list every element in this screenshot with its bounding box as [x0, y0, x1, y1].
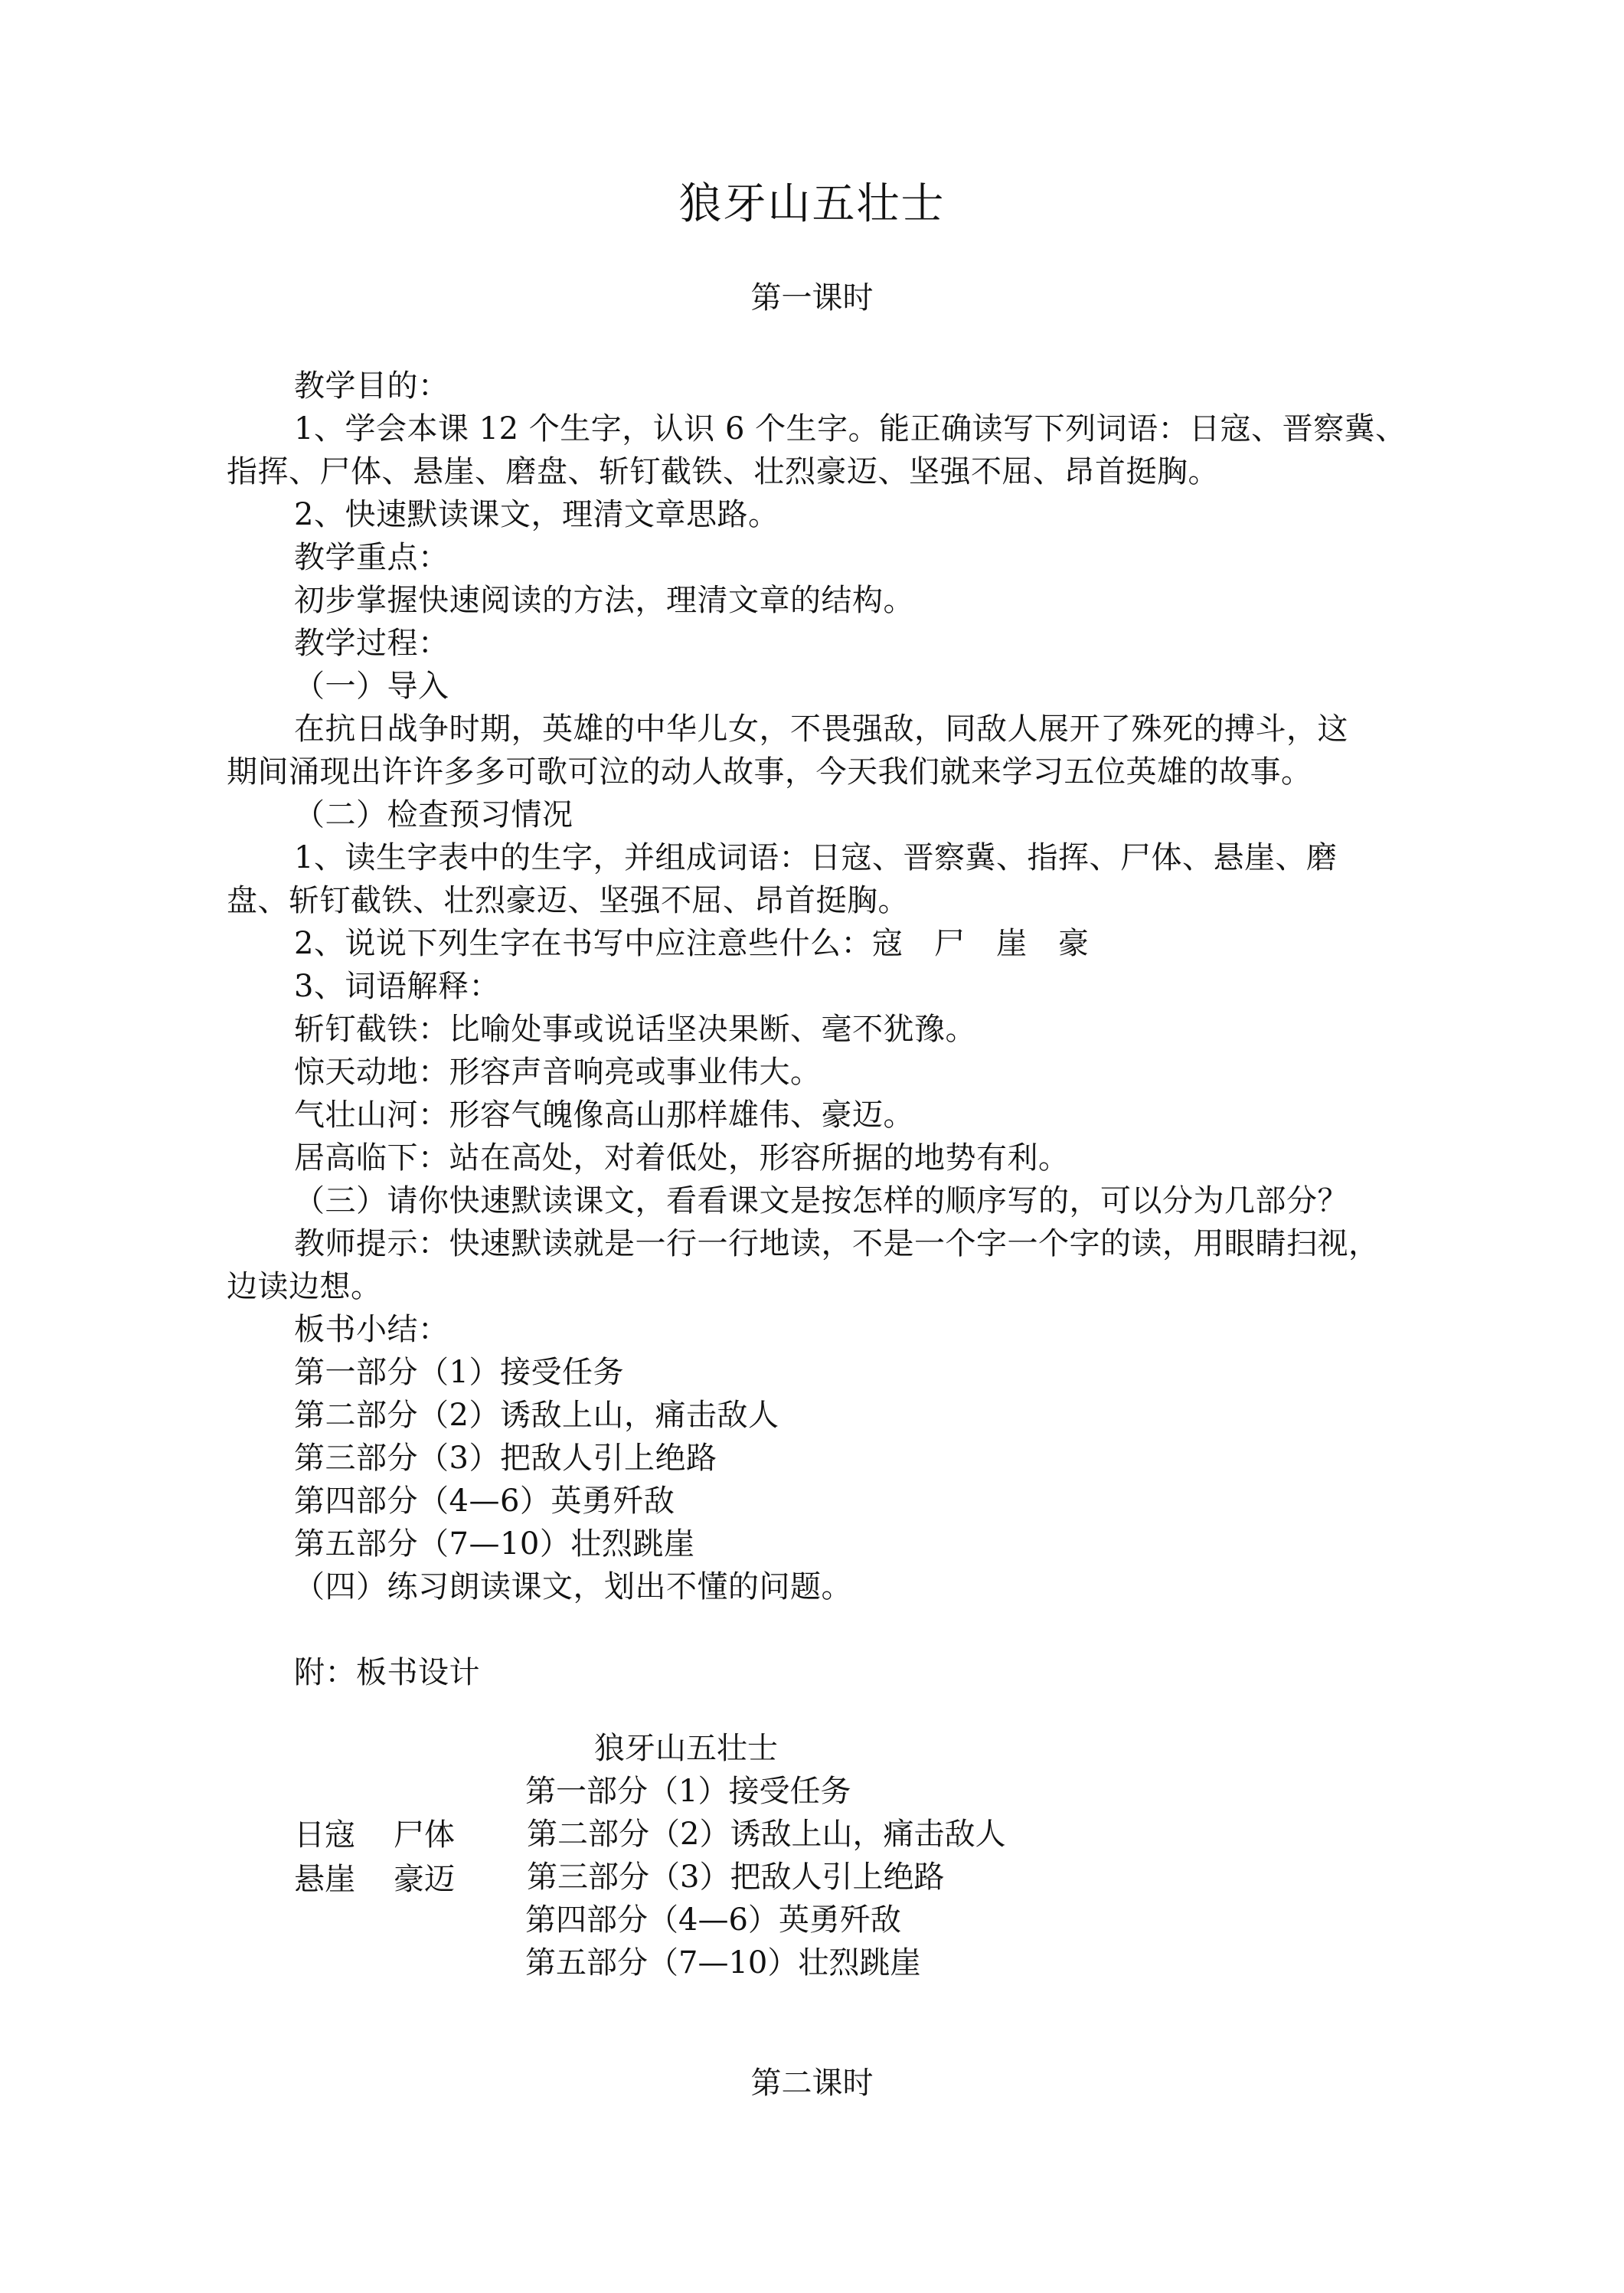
board-part-item: 第一部分（1）接受任务 — [525, 1774, 851, 1809]
step-four-heading: （四）练习朗读课文，划出不懂的问题。 — [294, 1569, 852, 1604]
step-two-item-two: 2、说说下列生字在书写中应注意些什么：寇 尸 崖 豪 — [294, 926, 1090, 961]
focus-text: 初步掌握快速阅读的方法，理清文章的结构。 — [294, 583, 914, 618]
definition-one: 斩钉截铁：比喻处事或说话坚决果断、毫不犹豫。 — [294, 1012, 976, 1047]
summary-part-two: 第二部分（2）诱敌上山，痛击敌人 — [294, 1398, 779, 1433]
lesson-two-heading: 第二课时 — [750, 2066, 874, 2101]
step-one-heading: （一）导入 — [294, 669, 449, 704]
definition-two: 惊天动地：形容声音响亮或事业伟大。 — [294, 1055, 822, 1090]
teacher-tip-line-b: 边读边想。 — [227, 1269, 382, 1304]
step-two-item-one-b: 盘、斩钉截铁、壮烈豪迈、坚强不屈、昂首挺胸。 — [227, 883, 909, 918]
step-two-item-three: 3、词语解释： — [294, 969, 500, 1004]
board-parts-list — [525, 1770, 1005, 1984]
lesson-one-heading: 第一课时 — [750, 280, 874, 316]
board-design — [294, 1727, 1443, 1987]
lesson-one-body — [227, 365, 1421, 1694]
spacer — [227, 1608, 1421, 1651]
goal-two: 2、快速默读课文，理清文章思路。 — [294, 497, 779, 532]
step-one-line-a: 在抗日战争时期，英雄的中华儿女，不畏强敌，同敌人展开了殊死的搏斗，这 — [294, 711, 1348, 747]
focus-label: 教学重点： — [294, 540, 449, 575]
goal-label: 教学目的： — [294, 368, 449, 404]
summary-part-four: 第四部分（4—6）英勇歼敌 — [294, 1483, 675, 1519]
page-title: 狼牙山五壮士 — [678, 179, 946, 229]
step-one-line-b: 期间涌现出许许多多可歌可泣的动人故事，今天我们就来学习五位英雄的故事。 — [227, 754, 1312, 790]
definition-four: 居高临下：站在高处，对着低处，形容所据的地势有利。 — [294, 1140, 1070, 1176]
board-part-item: 第二部分（2）诱敌上山，痛击敌人 — [527, 1817, 1006, 1852]
board-vocabulary — [294, 1813, 493, 1902]
board-word: 悬崖 — [294, 1862, 355, 1897]
goal-one-line-b: 指挥、尸体、悬崖、磨盘、斩钉截铁、壮烈豪迈、坚强不屈、昂首挺胸。 — [227, 454, 1219, 489]
step-two-heading: （二）检查预习情况 — [294, 797, 573, 832]
definition-three: 气壮山河：形容气魄像高山那样雄伟、豪迈。 — [294, 1097, 914, 1133]
board-part-item: 第四部分（4—6）英勇歼敌 — [525, 1902, 901, 1938]
summary-label: 板书小结： — [294, 1312, 449, 1347]
board-title: 狼牙山五壮士 — [594, 1731, 778, 1766]
step-three-heading: （三）请你快速默读课文，看看课文是按怎样的顺序写的，可以分为几部分？ — [294, 1183, 1348, 1218]
board-part-item: 第三部分（3）把敌人引上绝路 — [527, 1860, 945, 1895]
appendix-label: 附：板书设计 — [294, 1655, 480, 1690]
board-word: 日寇 — [294, 1817, 355, 1853]
board-part-item: 第五部分（7—10）壮烈跳崖 — [525, 1945, 921, 1981]
board-word: 尸体 — [394, 1817, 455, 1853]
process-label: 教学过程： — [294, 626, 449, 661]
goal-one-line-a: 1、学会本课 12 个生字，认识 6 个生字。能正确读写下列词语：日寇、晋察冀、 — [294, 411, 1407, 446]
summary-part-one: 第一部分（1）接受任务 — [294, 1355, 624, 1390]
board-word: 豪迈 — [394, 1862, 455, 1897]
board-vocabulary-row — [294, 1857, 493, 1902]
teacher-tip-line-a: 教师提示：快速默读就是一行一行地读，不是一个字一个字的读，用眼睛扫视， — [294, 1226, 1380, 1261]
board-vocabulary-row — [294, 1813, 493, 1857]
summary-part-three: 第三部分（3）把敌人引上绝路 — [294, 1441, 717, 1476]
step-two-item-one-a: 1、读生字表中的生字，并组成词语：日寇、晋察冀、指挥、尸体、悬崖、磨 — [294, 840, 1338, 875]
summary-part-five: 第五部分（7—10）壮烈跳崖 — [294, 1526, 695, 1562]
